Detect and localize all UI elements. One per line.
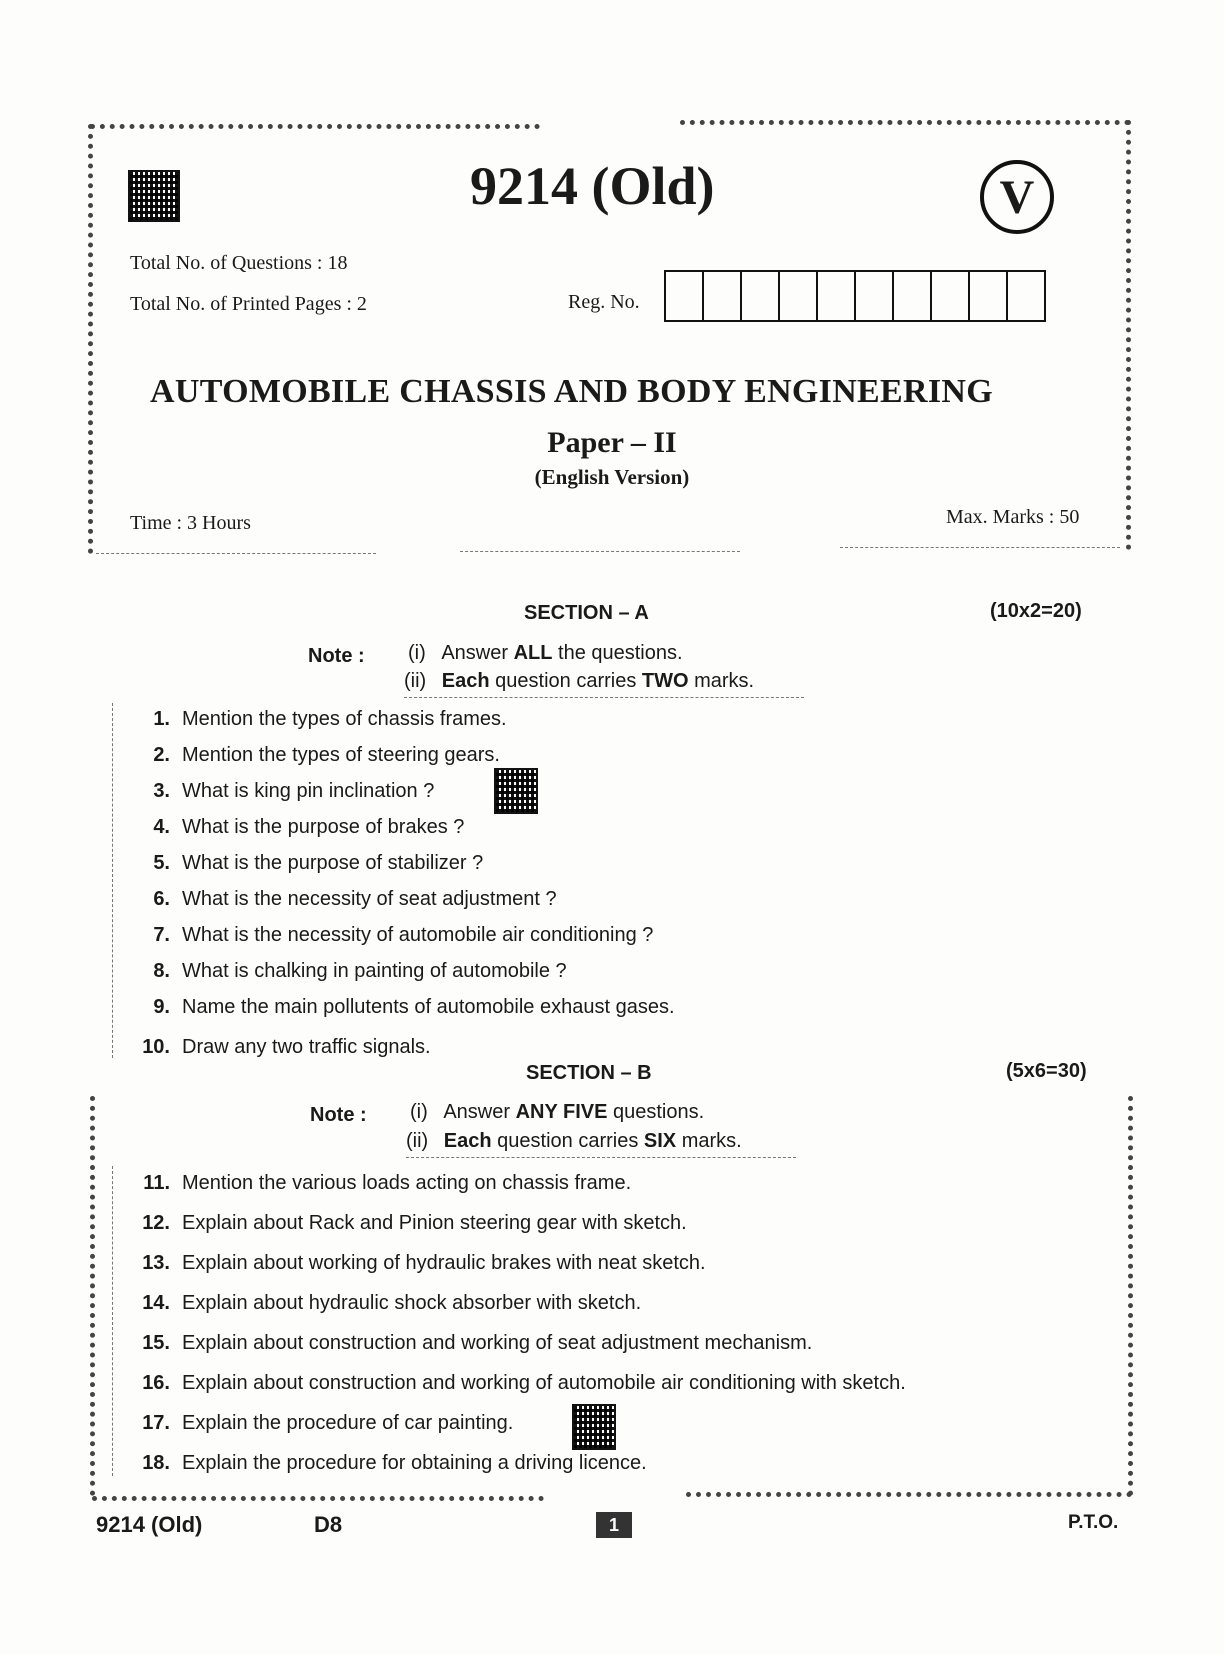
question-text: Explain about construction and working of automobile air conditioning with sketch. [182,1372,906,1394]
note-num: (ii) [406,1130,429,1152]
question-1 [120,708,507,731]
version-badge: V [980,160,1054,234]
margin-line-a [112,703,113,1058]
subject-title: AUTOMOBILE CHASSIS AND BODY ENGINEERING [150,373,993,410]
border-top-left [90,124,540,129]
border-left-b [90,1096,95,1496]
section-a-note-1 [408,642,683,665]
question-text: Explain the procedure for obtaining a driving licence. [182,1452,647,1474]
question-number: 7. [153,924,170,946]
reg-label: Reg. No. [568,291,640,313]
question-13 [120,1252,706,1275]
divider-right [840,547,1120,548]
question-number: 1. [153,708,170,730]
question-text: Draw any two traffic signals. [182,1036,431,1058]
reg-number-boxes[interactable] [664,270,1046,322]
language-version: (English Version) [534,465,690,489]
qr-code-icon [494,768,538,814]
question-number: 10. [142,1036,170,1058]
note-bold: ANY FIVE [515,1101,608,1123]
section-a-note-label: Note : [308,645,365,667]
qr-code-icon [128,170,180,222]
time-allowed: Time : 3 Hours [130,512,251,534]
total-questions: Total No. of Questions : 18 [130,252,348,274]
question-text: What is the purpose of stabilizer ? [182,852,484,874]
question-8 [120,960,567,983]
section-a-title: SECTION – A [524,602,649,624]
question-2 [120,744,500,767]
note-bold: ALL [513,642,553,664]
question-text: What is the necessity of automobile air conditioning ? [182,924,654,946]
question-number: 16. [142,1372,170,1394]
question-3 [120,780,434,803]
question-number: 6. [153,888,170,910]
note-bold: TWO [641,670,689,692]
qr-code-icon [572,1404,616,1450]
section-a-note-2 [404,670,754,693]
note-underline [404,697,804,698]
pto-label: P.T.O. [1068,1512,1119,1533]
question-12 [120,1212,687,1235]
question-17 [120,1412,513,1435]
question-number: 18. [142,1452,170,1474]
paper-number: Paper – II [547,426,677,459]
border-right-b [1128,1096,1133,1496]
question-number: 2. [153,744,170,766]
footer-code: 9214 (Old) [96,1512,203,1537]
section-b-note-label: Note : [310,1104,367,1126]
page-number: 1 [596,1512,632,1538]
margin-line-b [112,1166,113,1476]
question-text: Mention the types of steering gears. [182,744,500,766]
section-b-marks: (5x6=30) [1006,1060,1087,1082]
question-10 [120,1036,431,1059]
question-16 [120,1372,906,1395]
note-text: question carries [489,670,642,692]
divider-left [96,553,376,554]
question-number: 5. [153,852,170,874]
note-text: marks. [676,1130,742,1152]
question-number: 11. [143,1172,170,1194]
note-text: questions. [607,1101,705,1123]
question-text: Explain the procedure of car painting. [182,1412,514,1434]
question-15 [120,1332,812,1355]
note-underline [406,1157,796,1158]
question-number: 9. [153,996,170,1018]
note-text: Answer [441,642,514,664]
question-number: 17. [142,1412,170,1434]
note-text: the questions. [552,642,683,664]
note-text: question carries [491,1130,644,1152]
question-number: 3. [153,780,170,802]
question-text: What is king pin inclination ? [182,780,435,802]
question-text: Name the main pollutents of automobile exhaust gases. [182,996,675,1018]
question-number: 15. [142,1332,170,1354]
section-a-marks: (10x2=20) [990,600,1082,622]
question-14 [120,1292,641,1315]
note-bold: Each [443,1130,492,1152]
question-number: 4. [153,816,170,838]
question-text: What is the necessity of seat adjustment ? [182,888,557,910]
question-text: Explain about Rack and Pinion steering gear with sketch. [182,1212,687,1234]
note-text: marks. [688,670,755,692]
question-11 [120,1172,631,1195]
question-text: Mention the types of chassis frames. [182,708,507,730]
question-9 [120,996,675,1019]
question-number: 12. [142,1212,170,1234]
question-5 [120,852,483,875]
note-bold: Each [441,670,490,692]
total-pages: Total No. of Printed Pages : 2 [130,293,367,315]
note-bold: SIX [643,1130,677,1152]
question-number: 13. [142,1252,170,1274]
note-num: (i) [408,642,426,664]
max-marks: Max. Marks : 50 [946,506,1080,528]
question-number: 14. [142,1292,170,1314]
footer-series: D8 [314,1512,343,1537]
question-text: Explain about working of hydraulic brakes with neat sketch. [182,1252,706,1274]
note-num: (ii) [404,670,427,692]
question-number: 8. [153,960,170,982]
question-text: Explain about hydraulic shock absorber with sketch. [182,1292,642,1314]
question-text: Explain about construction and working of seat adjustment mechanism. [182,1332,813,1354]
question-7 [120,924,653,947]
border-bottom-right [686,1492,1132,1497]
section-b-note-2 [406,1130,742,1153]
question-text: What is chalking in painting of automobile ? [182,960,567,982]
question-text: What is the purpose of brakes ? [182,816,465,838]
question-text: Mention the various loads acting on chassis frame. [182,1172,632,1194]
question-6 [120,888,557,911]
divider-mid [460,551,740,552]
section-b-title: SECTION – B [526,1062,652,1084]
border-bottom-left [92,1496,544,1501]
note-text: Answer [443,1101,516,1123]
section-b-note-1 [410,1101,704,1124]
question-18 [120,1452,647,1475]
question-4 [120,816,464,839]
note-num: (i) [410,1101,428,1123]
paper-code: 9214 (Old) [470,156,715,216]
border-top-right [680,120,1130,125]
